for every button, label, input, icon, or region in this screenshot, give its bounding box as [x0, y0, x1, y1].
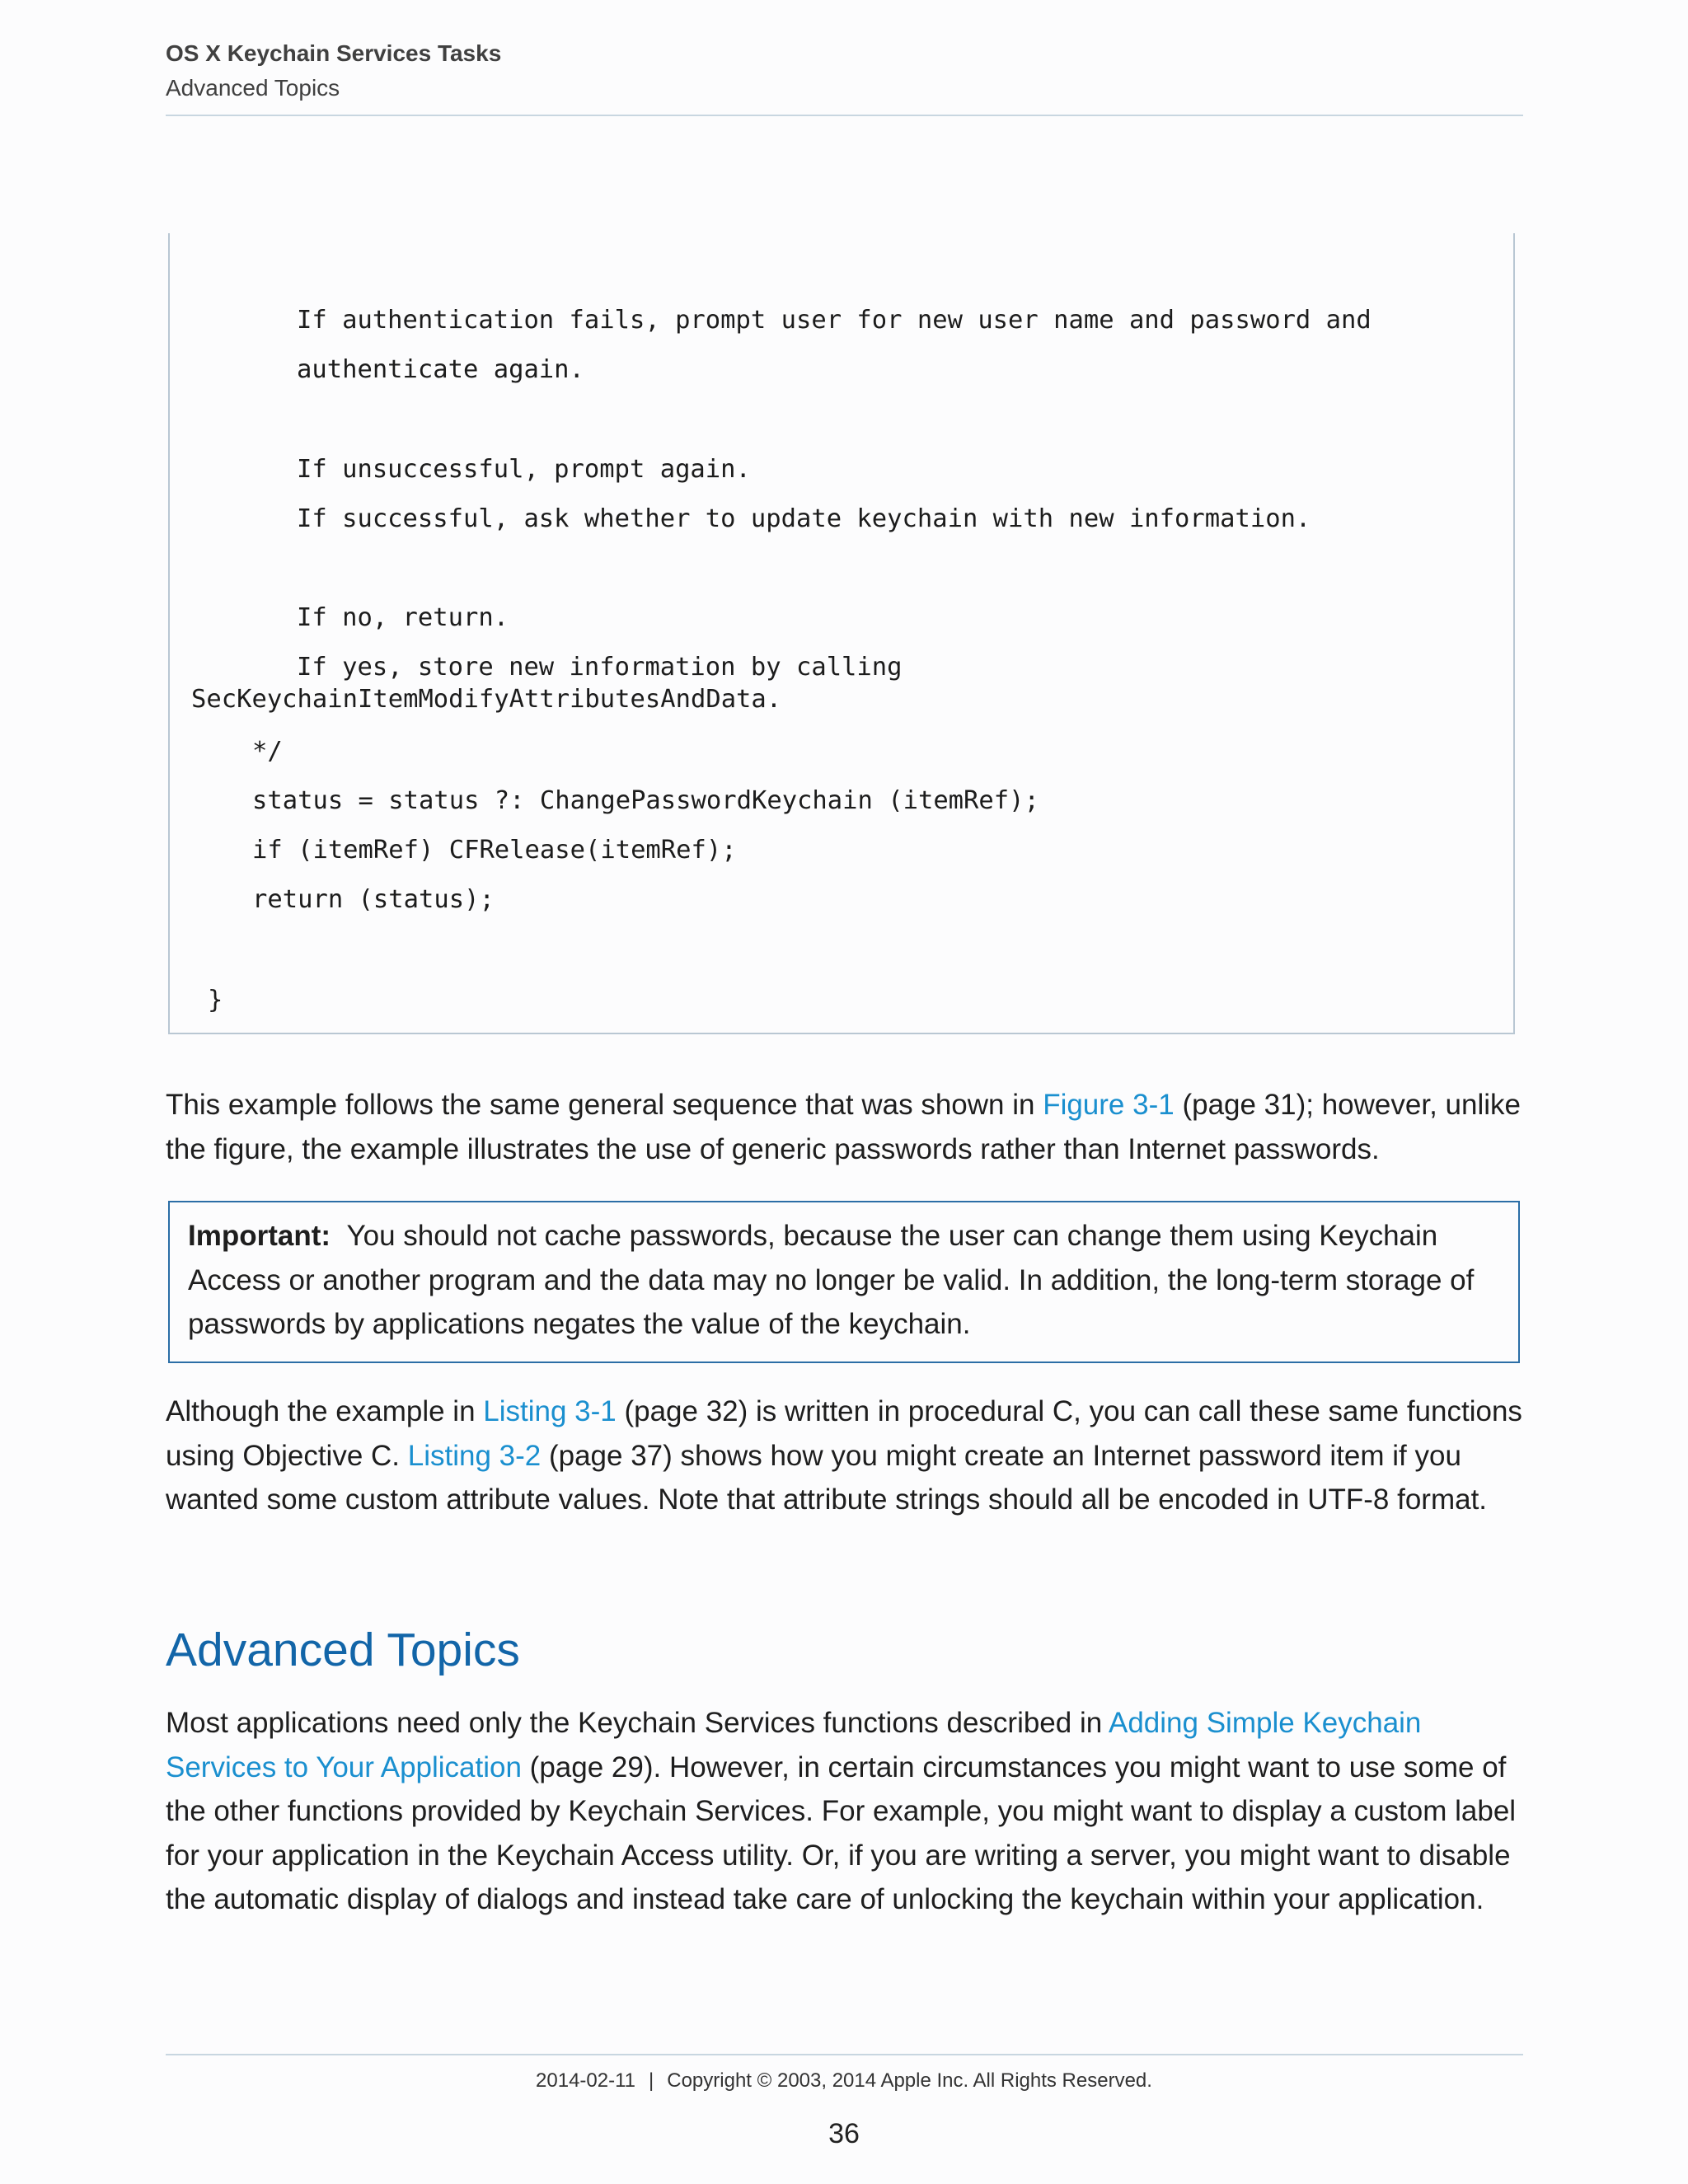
text-run: This example follows the same general sequence that was shown in [166, 1089, 1043, 1121]
code-line: */ [252, 737, 283, 766]
note-text [188, 1214, 1507, 1347]
code-line: authenticate again. [297, 355, 584, 384]
figure-3-1-link[interactable]: Figure 3-1 [1043, 1089, 1175, 1121]
chapter-title: OS X Keychain Services Tasks [166, 40, 502, 66]
note-label: Important: [188, 1220, 331, 1252]
adding-simple-keychain-link[interactable]: Adding Simple Keychain Services to Your Application [166, 1707, 1422, 1783]
footer-rule [166, 2054, 1523, 2055]
section-heading: Advanced Topics [166, 1624, 520, 1676]
code-line: status = status ?: ChangePasswordKeychain (itemRef); [252, 786, 1039, 815]
listing-3-2-link[interactable]: Listing 3-2 [407, 1439, 542, 1472]
text-run: Most applications need only the Keychain Services functions described in [166, 1707, 1109, 1739]
header-rule [166, 115, 1523, 116]
page-header [166, 36, 1523, 105]
note-body: You should not cache passwords, because the user can change them using Keychain Access or another program and the data may no longer be valid. In addition, the long-term storage of passwords by applications negates the value of the keychain. [188, 1220, 1475, 1340]
code-line: if (itemRef) CFRelease(itemRef); [252, 836, 737, 865]
footer-date: 2014-02-11 [536, 2069, 636, 2092]
section-title: Advanced Topics [166, 75, 340, 101]
code-line: SecKeychainItemModifyAttributesAndData. [191, 685, 782, 714]
text-run: (page 31); however, unlike the figure, the example illustrates the use of generic passwords rather than Internet passwords. [166, 1089, 1521, 1165]
code-line: If yes, store new information by calling [297, 653, 903, 682]
footer-copyright: Copyright © 2003, 2014 Apple Inc. All Rights Reserved. [667, 2069, 1152, 2092]
text-run: (page 32) is written in procedural C, you can call these same functions using Objective C. [166, 1395, 1522, 1472]
code-line: If successful, ask whether to update keychain with new information. [297, 504, 1311, 533]
text-run: (page 29). However, in certain circumstances you might want to use some of the other functions provided by Keychain Services. For example, you might want to display a custom label for your application in the Keychain Access utility. Or, if you are writing a server, you might want to disable the automatic display of dialogs and instead take care of unlocking the keychain within your application. [166, 1750, 1517, 1915]
important-note [168, 1201, 1520, 1363]
page-footer [0, 2066, 1688, 2096]
body-paragraph [166, 1083, 1523, 1171]
page-number: 36 [828, 2118, 860, 2149]
code-line: If unsuccessful, prompt again. [297, 455, 751, 484]
footer-separator: | [649, 2069, 654, 2092]
code-listing [168, 233, 1515, 1034]
code-line: If authentication fails, prompt user for new user name and password and [297, 306, 1372, 335]
body-paragraph [166, 1390, 1523, 1522]
listing-3-1-link[interactable]: Listing 3-1 [483, 1395, 617, 1427]
code-line: } [208, 986, 223, 1015]
code-line: If no, return. [297, 603, 509, 632]
text-run: Although the example in [166, 1395, 484, 1427]
code-line: return (status); [252, 885, 495, 914]
text-run: (page 37) shows how you might create an Internet password item if you wanted some custom attribute values. Note that attribute strings should all be encoded in UTF-8 format. [166, 1439, 1488, 1516]
body-paragraph [166, 1701, 1523, 1922]
